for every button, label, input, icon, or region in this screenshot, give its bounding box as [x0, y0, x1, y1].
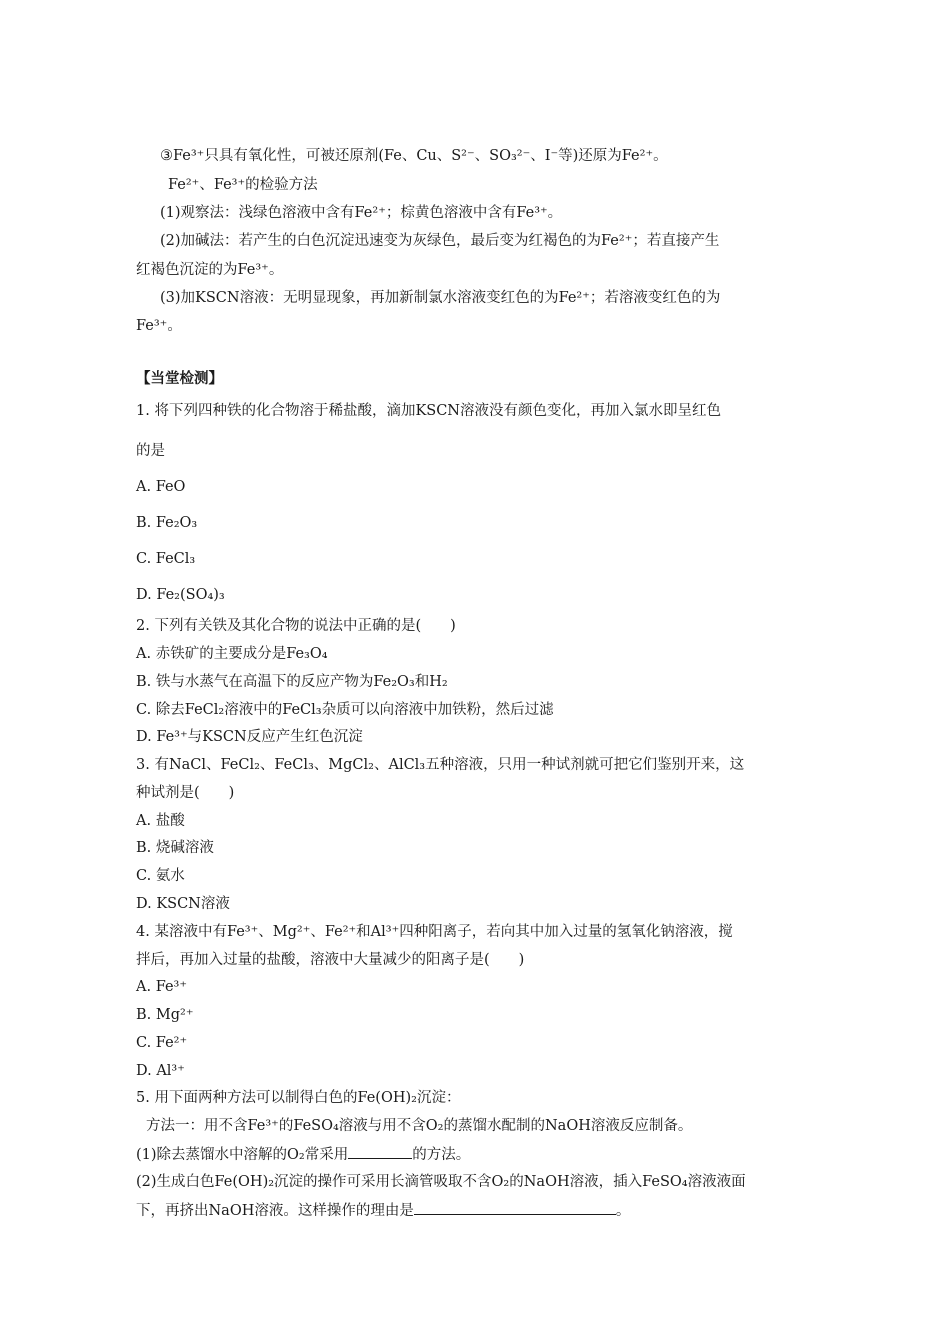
q3-option-d: D. KSCN溶液 — [136, 896, 230, 912]
q1-option-c: C. FeCl₃ — [136, 551, 196, 567]
q2-option-d: D. Fe³⁺与KSCN反应产生红色沉淀 — [136, 729, 363, 745]
q2-option-c: C. 除去FeCl₂溶液中的FeCl₃杂质可以向溶液中加铁粉，然后过滤 — [136, 702, 554, 718]
q3-option-b: B. 烧碱溶液 — [136, 840, 214, 856]
q4-option-d: D. Al³⁺ — [136, 1063, 185, 1079]
q5-sub1-text-before: (1)除去蒸馏水中溶解的O₂常采用 — [136, 1147, 349, 1163]
section-title: 【当堂检测】 — [136, 370, 223, 387]
q5-sub2-line2 — [136, 1200, 630, 1221]
q2-option-b: B. 铁与水蒸气在高温下的反应产物为Fe₂O₃和H₂ — [136, 674, 448, 690]
q3-stem-line2: 种试剂是( ) — [136, 785, 235, 801]
note-method-alkali-line2: 红褐色沉淀的为Fe³⁺。 — [136, 262, 284, 278]
note-method-kscn-line2: Fe³⁺。 — [136, 318, 182, 334]
q1-option-b: B. Fe₂O₃ — [136, 515, 198, 531]
q1-option-d: D. Fe₂(SO₄)₃ — [136, 587, 225, 603]
q1-option-a: A. FeO — [136, 479, 186, 495]
q3-option-c: C. 氨水 — [136, 868, 185, 884]
note-test-methods-title: Fe²⁺、Fe³⁺的检验方法 — [168, 177, 318, 193]
q3-stem-line1: 3. 有NaCl、FeCl₂、FeCl₃、MgCl₂、AlCl₃五种溶液，只用一种试剂就可把它们鉴别开来，这 — [136, 757, 745, 773]
q5-sub2-answer-blank[interactable] — [414, 1200, 616, 1215]
q2-stem: 2. 下列有关铁及其化合物的说法中正确的是( ) — [136, 618, 456, 634]
q3-option-a: A. 盐酸 — [136, 813, 185, 829]
q1-stem-line1: 1. 将下列四种铁的化合物溶于稀盐酸，滴加KSCN溶液没有颜色变化，再加入氯水即呈红色 — [136, 403, 721, 419]
q5-sub1-text-after: 的方法。 — [412, 1147, 471, 1163]
note-method-observe: (1)观察法：浅绿色溶液中含有Fe²⁺；棕黄色溶液中含有Fe³⁺。 — [160, 205, 563, 221]
q4-option-c: C. Fe²⁺ — [136, 1035, 188, 1051]
q1-stem-line2: 的是 — [136, 443, 165, 459]
q5-stem: 5. 用下面两种方法可以制得白色的Fe(OH)₂沉淀： — [136, 1090, 461, 1106]
q5-sub1-answer-blank[interactable] — [348, 1144, 412, 1159]
q2-option-a: A. 赤铁矿的主要成分是Fe₃O₄ — [136, 646, 328, 662]
q4-stem-line1: 4. 某溶液中有Fe³⁺、Mg²⁺、Fe²⁺和Al³⁺四种阳离子，若向其中加入过量的氢氧化钠溶液，搅 — [136, 924, 733, 940]
q4-option-b: B. Mg²⁺ — [136, 1007, 194, 1023]
q5-sub1 — [136, 1144, 470, 1165]
q5-sub2-line1: (2)生成白色Fe(OH)₂沉淀的操作可采用长滴管吸取不含O₂的NaOH溶液，插入FeSO₄溶液液面 — [136, 1174, 746, 1190]
note-method-kscn-line1: (3)加KSCN溶液：无明显现象，再加新制氯水溶液变红色的为Fe²⁺；若溶液变红色的为 — [160, 290, 721, 306]
q5-method-one: 方法一：用不含Fe³⁺的FeSO₄溶液与用不含O₂的蒸馏水配制的NaOH溶液反应制备。 — [146, 1118, 693, 1134]
q5-sub2-text-before: 下，再挤出NaOH溶液。这样操作的理由是 — [136, 1203, 414, 1219]
q4-option-a: A. Fe³⁺ — [136, 979, 188, 995]
note-fe3-oxidizing: ③Fe³⁺只具有氧化性，可被还原剂(Fe、Cu、S²⁻、SO₃²⁻、I⁻等)还原为Fe²⁺。 — [160, 148, 668, 164]
q5-sub2-text-after: 。 — [615, 1203, 631, 1219]
q4-stem-line2: 拌后，再加入过量的盐酸，溶液中大量减少的阳离子是( ) — [136, 952, 525, 968]
note-method-alkali-line1: (2)加碱法：若产生的白色沉淀迅速变为灰绿色，最后变为红褐色的为Fe²⁺；若直接产生 — [160, 233, 720, 249]
